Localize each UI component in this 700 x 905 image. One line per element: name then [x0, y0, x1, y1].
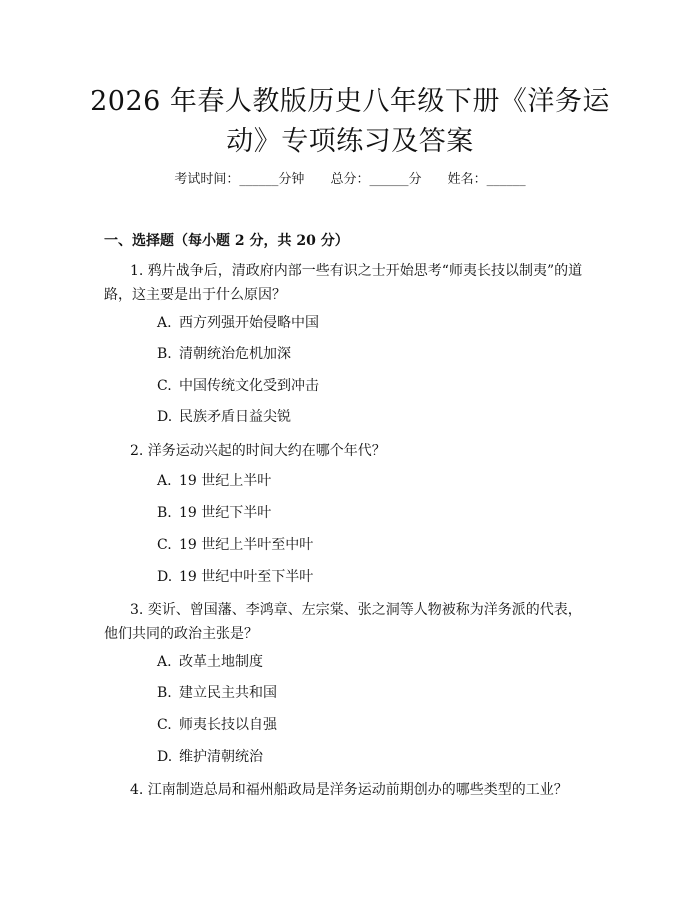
question-1-option-c	[157, 376, 319, 396]
option-letter: B.	[157, 505, 172, 521]
option-text: 中国传统文化受到冲击	[179, 378, 319, 394]
question-4: 4. 江南制造总局和福州船政局是洋务运动前期创办的哪些类型的工业？	[130, 782, 568, 798]
option-letter: C.	[157, 378, 172, 394]
question-3-option-b	[157, 683, 277, 703]
exam-time-field: 考试时间：______分钟	[174, 172, 305, 187]
option-letter: D.	[157, 409, 173, 425]
name-field: 姓名：______	[447, 172, 526, 187]
option-letter: D.	[157, 749, 173, 765]
question-3: 3. 奕䜣、曾国藩、李鸿章、左宗棠、张之洞等人物被称为洋务派的代表，他们共同的政治主张是？	[104, 602, 582, 642]
question-2-option-c	[157, 535, 313, 555]
option-letter: C.	[157, 717, 172, 733]
option-text: 19 世纪上半叶	[179, 473, 272, 489]
question-1-option-b	[157, 344, 291, 364]
question-3-option-a	[157, 652, 263, 672]
question-2-option-b	[157, 503, 271, 523]
question-2-option-d	[157, 567, 313, 587]
document-title: 2026 年春人教版历史八年级下册《洋务运动》专项练习及答案	[90, 86, 610, 157]
total-score-field: 总分：______分	[330, 172, 422, 187]
option-letter: C.	[157, 537, 172, 553]
option-letter: B.	[157, 685, 172, 701]
option-text: 西方列强开始侵略中国	[179, 315, 319, 331]
option-text: 改革土地制度	[179, 654, 263, 670]
question-1-option-d	[157, 407, 291, 427]
option-text: 19 世纪下半叶	[179, 505, 272, 521]
option-letter: A.	[157, 654, 172, 670]
option-text: 19 世纪上半叶至中叶	[179, 537, 314, 553]
option-text: 19 世纪中叶至下半叶	[179, 569, 314, 585]
option-text: 师夷长技以自强	[179, 717, 277, 733]
option-letter: D.	[157, 569, 173, 585]
question-3-option-d	[157, 747, 263, 767]
exam-meta	[0, 168, 700, 187]
option-text: 维护清朝统治	[179, 749, 263, 765]
section-heading: 一、选择题（每小题 2 分，共 20 分）	[104, 233, 349, 249]
option-letter: A.	[157, 315, 172, 331]
question-2: 2. 洋务运动兴起的时间大约在哪个年代？	[130, 443, 386, 459]
option-letter: A.	[157, 473, 172, 489]
question-1: 1. 鸦片战争后，清政府内部一些有识之士开始思考“师夷长技以制夷”的道路，这主要是出于什么原因？	[104, 263, 583, 303]
question-2-option-a	[157, 471, 271, 491]
question-3-option-c	[157, 715, 277, 735]
option-text: 建立民主共和国	[179, 685, 277, 701]
option-text: 清朝统治危机加深	[179, 346, 291, 362]
option-text: 民族矛盾日益尖锐	[179, 409, 291, 425]
question-1-option-a	[157, 313, 319, 333]
option-letter: B.	[157, 346, 172, 362]
